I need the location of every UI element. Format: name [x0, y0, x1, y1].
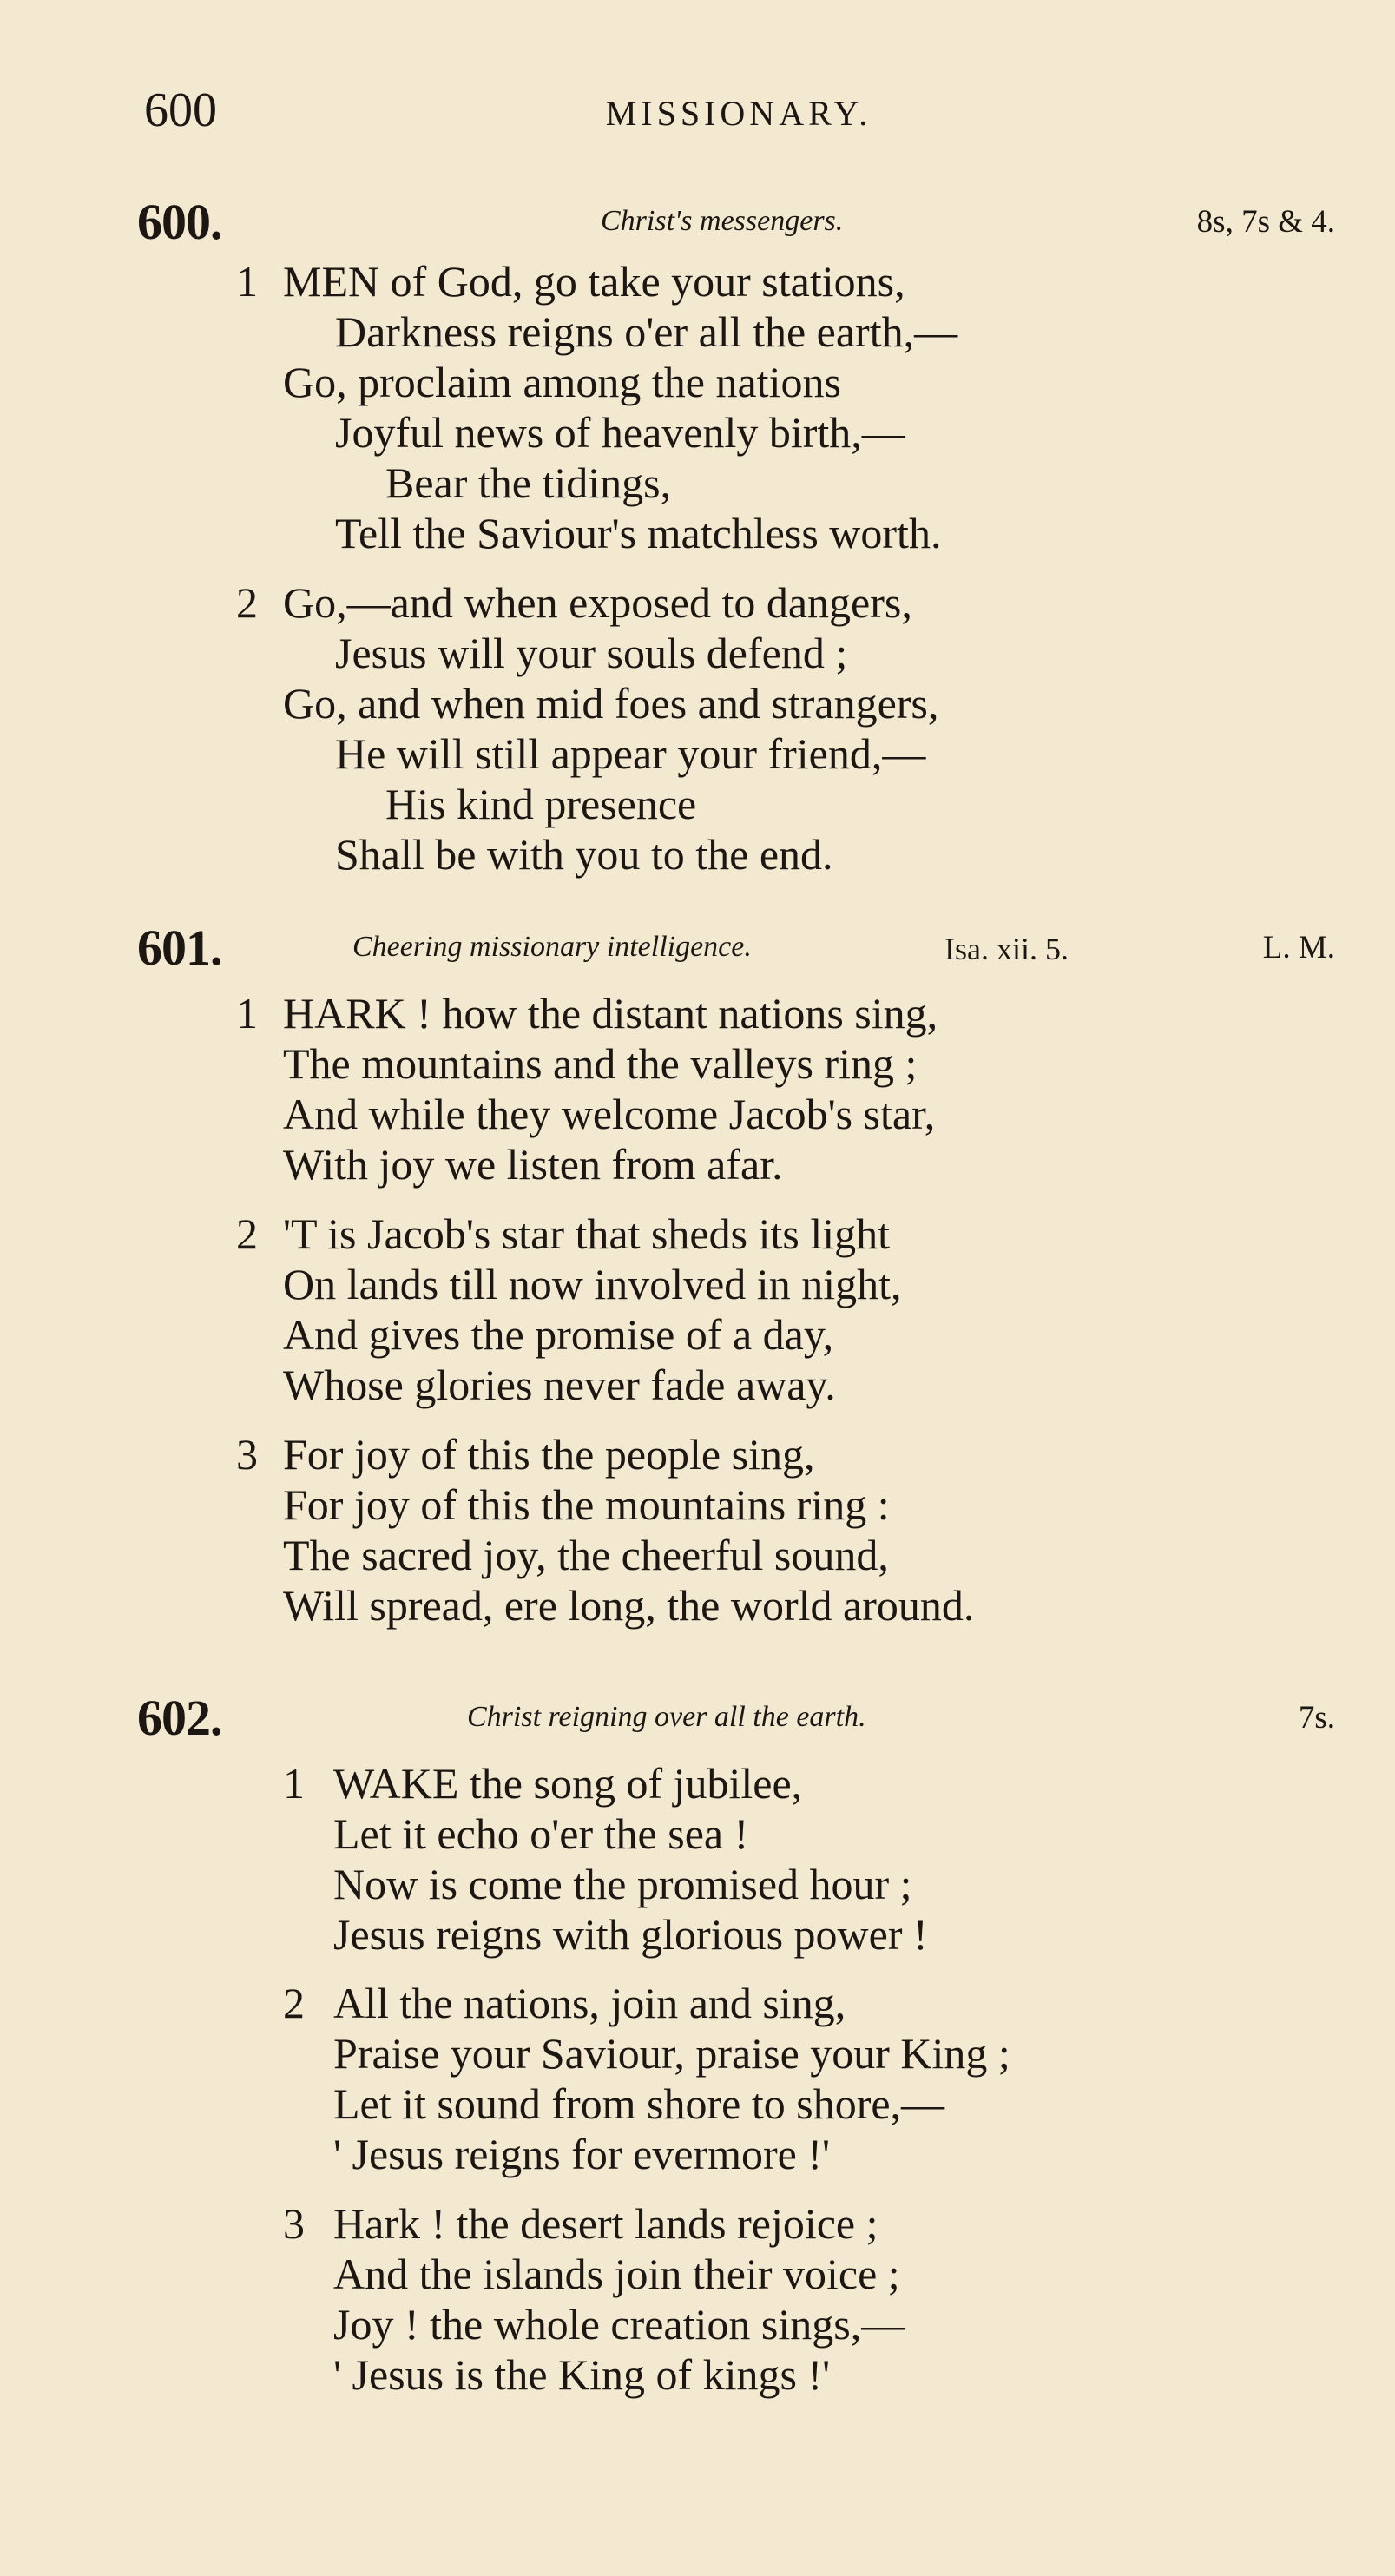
verse-line: Tell the Saviour's matchless worth.	[335, 509, 942, 557]
verse-number: 2	[236, 1209, 258, 1258]
hymn-reference: Isa. xii. 5.	[944, 932, 1069, 966]
page-number: 600	[144, 83, 217, 137]
verse-line: Jesus reigns with glorious power !	[333, 1910, 928, 1959]
hymn-meter: 8s, 7s & 4.	[1196, 204, 1335, 240]
section-title: MISSIONARY.	[605, 94, 872, 133]
hymn-meter: 7s.	[1298, 1700, 1335, 1736]
verse-line: Go, and when mid foes and strangers,	[283, 679, 939, 728]
hymn-600-heading	[137, 193, 1335, 248]
hymn-title: Cheering missionary intelligence.	[352, 931, 752, 963]
hymn-602-heading	[137, 1689, 1335, 1744]
verse-line: All the nations, join and sing,	[333, 1979, 846, 2027]
hymn-number: 601.	[137, 919, 222, 976]
verse-line: Bear the tidings,	[385, 458, 672, 507]
verse-line: Let it echo o'er the sea !	[333, 1809, 749, 1858]
hymn-number: 600.	[137, 194, 222, 250]
verse-line: Will spread, ere long, the world around.	[283, 1581, 975, 1630]
verse-line: With joy we listen from afar.	[283, 1140, 783, 1189]
verse-line: And gives the promise of a day,	[283, 1310, 834, 1359]
verse-number: 1	[236, 989, 258, 1038]
verse-line: And the islands join their voice ;	[333, 2250, 900, 2298]
verse-line: ' Jesus reigns for evermore !'	[333, 2130, 830, 2178]
verse-line: Hark ! the desert lands rejoice ;	[333, 2199, 878, 2248]
verse-line: The sacred joy, the cheerful sound,	[283, 1531, 889, 1579]
verse-number: 3	[283, 2199, 305, 2248]
verse-number: 1	[236, 257, 258, 306]
hymn-title: Christ reigning over all the earth.	[467, 1701, 866, 1733]
verse-line: His kind presence	[385, 780, 697, 828]
verse-line: Now is come the promised hour ;	[333, 1860, 912, 1908]
verse-line: Go,—and when exposed to dangers,	[283, 578, 912, 627]
running-head	[144, 82, 1333, 143]
verse-number: 2	[283, 1979, 305, 2027]
verse-number: 2	[236, 578, 258, 627]
hymn-601-heading	[137, 919, 1335, 974]
verse-line: MEN of God, go take your stations,	[283, 257, 905, 306]
verse-line: HARK ! how the distant nations sing,	[283, 989, 938, 1038]
verse-line: For joy of this the people sing,	[283, 1430, 815, 1479]
verse-line: And while they welcome Jacob's star,	[283, 1090, 936, 1138]
verse-line: Shall be with you to the end.	[335, 830, 833, 879]
verse-line: He will still appear your friend,—	[335, 729, 926, 778]
verse-line: For joy of this the mountains ring :	[283, 1480, 890, 1529]
verse-line: Darkness reigns o'er all the earth,—	[335, 307, 958, 356]
hymn-title: Christ's messengers.	[601, 205, 844, 237]
verse-line: Let it sound from shore to shore,—	[333, 2079, 945, 2128]
verse-line: Praise your Saviour, praise your King ;	[333, 2029, 1010, 2078]
verse-line: Go, proclaim among the nations	[283, 358, 841, 406]
verse-line: The mountains and the valleys ring ;	[283, 1039, 918, 1088]
verse-line: Joyful news of heavenly birth,—	[335, 408, 905, 457]
hymn-meter: L. M.	[1262, 930, 1335, 965]
verse-line: Whose glories never fade away.	[283, 1360, 836, 1409]
verse-line: WAKE the song of jubilee,	[333, 1759, 803, 1808]
verse-number: 1	[283, 1759, 305, 1808]
verse-line: Joy ! the whole creation sings,—	[333, 2300, 905, 2349]
verse-line: Jesus will your souls defend ;	[335, 629, 848, 677]
verse-line: On lands till now involved in night,	[283, 1260, 902, 1308]
verse-line: ' Jesus is the King of kings !'	[333, 2350, 831, 2399]
hymn-number: 602.	[137, 1690, 222, 1746]
verse-line: 'T is Jacob's star that sheds its light	[283, 1209, 890, 1258]
verse-number: 3	[236, 1430, 258, 1479]
